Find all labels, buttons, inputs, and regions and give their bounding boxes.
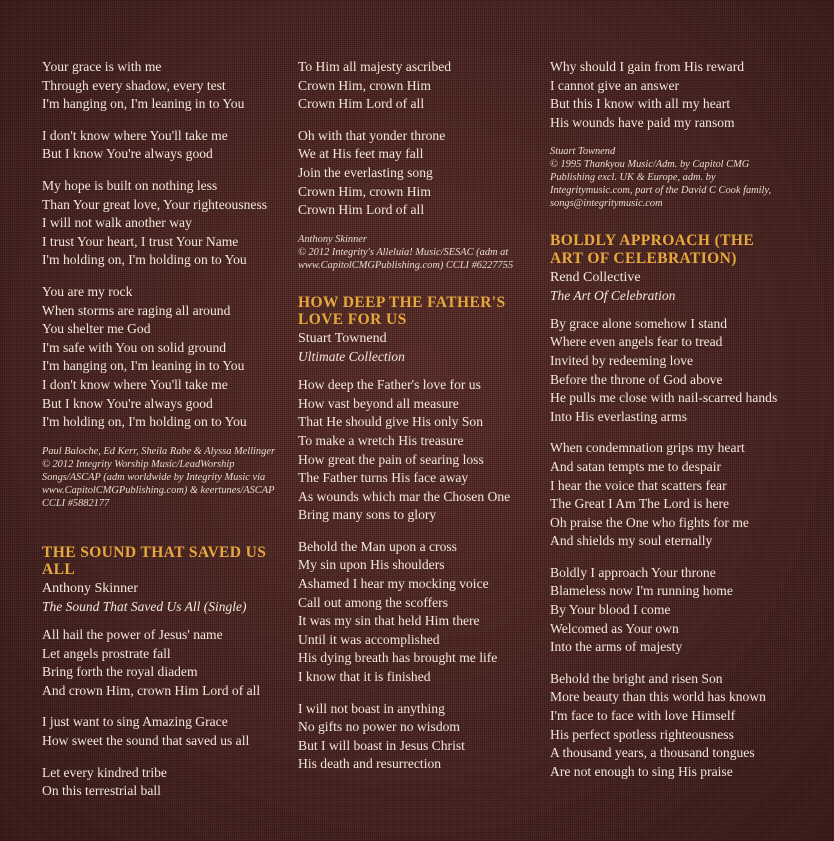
lyric-line: His wounds have paid my ransom xyxy=(550,114,735,130)
lyric-line: I know that it is finished xyxy=(298,669,431,685)
lyric-line: All hail the power of Jesus' name xyxy=(42,627,223,643)
spacer xyxy=(42,526,280,544)
lyric-line: When condemnation grips my heart xyxy=(550,440,745,456)
lyric-line: Join the everlasting song xyxy=(298,164,433,180)
lyric-line: Crown Him Lord of all xyxy=(298,96,425,112)
lyrics-column-1 xyxy=(42,58,292,814)
lyric-line: Where even angels fear to tread xyxy=(550,334,723,350)
lyric-line: Crown Him, crown Him xyxy=(298,183,431,199)
stanza xyxy=(550,315,780,427)
lyric-line: Before the throne of God above xyxy=(550,371,723,387)
lyric-line: Blameless now I'm running home xyxy=(550,583,733,599)
credits-author: Paul Baloche, Ed Kerr, Sheila Rabe & Alyssa Mellinger xyxy=(42,445,275,457)
credits-author: Anthony Skinner xyxy=(298,233,367,245)
lyric-line: But I know You're always good xyxy=(42,395,213,411)
lyric-line: Bring many sons to glory xyxy=(298,507,437,523)
lyric-line: I don't know where You'll take me xyxy=(42,127,228,143)
lyric-line: You shelter me God xyxy=(42,321,151,337)
stanza xyxy=(42,127,280,164)
credits-text: © 1995 Thankyou Music/Adm. by Capitol CMG Publishing excl. UK & Europe, adm. by Integritymusic.com, part of the David C Cook family, songs@integritymusic.com xyxy=(550,159,772,210)
lyric-line: That He should give His only Son xyxy=(298,414,484,430)
lyric-line: Behold the Man upon a cross xyxy=(298,538,457,554)
lyric-line: The Father turns His face away xyxy=(298,470,469,486)
stanza xyxy=(298,127,530,220)
lyric-line: But I will boast in Jesus Christ xyxy=(298,737,465,753)
lyric-line: But I know You're always good xyxy=(42,146,213,162)
lyric-line: I just want to sing Amazing Grace xyxy=(42,714,228,730)
song-title: THE SOUND THAT SAVED US ALL xyxy=(42,543,267,579)
stanza xyxy=(42,58,280,114)
lyric-line: His dying breath has brought me life xyxy=(298,650,498,666)
song-credits xyxy=(42,445,280,510)
lyric-line: We at His feet may fall xyxy=(298,146,424,162)
lyric-line: And crown Him, crown Him Lord of all xyxy=(42,682,261,698)
stanza xyxy=(550,439,780,551)
song-credits xyxy=(550,145,780,210)
lyric-line: And satan tempts me to despair xyxy=(550,458,722,474)
song-continuation-hold-on-to-you xyxy=(42,58,280,510)
lyric-line: Bring forth the royal diadem xyxy=(42,664,198,680)
lyric-line: No gifts no power no wisdom xyxy=(298,719,460,735)
lyric-line: Until it was accomplished xyxy=(298,631,440,647)
lyric-line: I'm holding on, I'm holding on to You xyxy=(42,252,247,268)
lyric-line: I will not walk another way xyxy=(42,215,192,231)
lyric-line: I trust Your heart, I trust Your Name xyxy=(42,233,239,249)
stanza xyxy=(298,376,530,525)
lyric-line: When storms are raging all around xyxy=(42,302,231,318)
lyric-line: As wounds which mar the Chosen One xyxy=(298,488,511,504)
stanza xyxy=(550,564,780,657)
lyric-line: Oh praise the One who fights for me xyxy=(550,514,749,530)
song-album: Ultimate Collection xyxy=(298,349,405,365)
lyric-line: I'm holding on, I'm holding on to You xyxy=(42,414,247,430)
song-how-deep-the-fathers-love-for-us xyxy=(298,294,530,774)
lyrics-columns xyxy=(42,58,794,811)
stanza xyxy=(298,538,530,687)
song-boldly-approach xyxy=(550,232,780,781)
lyric-line: I cannot give an answer xyxy=(550,77,680,93)
stanza xyxy=(550,670,780,782)
credits-text: © 2012 Integrity Worship Music/LeadWorship Songs/ASCAP (adm worldwide by Integrity Music via www.CapitolCMGPublishing.com) & keertunes/ASCAP CCLI #5882177 xyxy=(42,458,275,509)
song-continuation-crown-him xyxy=(298,58,530,272)
stanza xyxy=(42,283,280,432)
lyric-line: I'm face to face with love Himself xyxy=(550,708,736,724)
lyric-line: His perfect spotless righteousness xyxy=(550,726,734,742)
lyric-line: The Great I Am The Lord is here xyxy=(550,496,730,512)
lyric-line: Let every kindred tribe xyxy=(42,764,167,780)
lyric-line: Welcomed as Your own xyxy=(550,620,679,636)
song-the-sound-that-saved-us-all xyxy=(42,544,280,801)
lyrics-column-2 xyxy=(292,58,542,787)
lyric-line: And shields my soul eternally xyxy=(550,533,713,549)
lyric-line: Boldly I approach Your throne xyxy=(550,564,716,580)
lyric-line: It was my sin that held Him there xyxy=(298,613,480,629)
stanza xyxy=(550,58,780,132)
lyric-line: Than Your great love, Your righteousness xyxy=(42,196,268,212)
lyric-line: I don't know where You'll take me xyxy=(42,376,228,392)
lyric-line: Into His everlasting arms xyxy=(550,408,688,424)
lyric-line: How great the pain of searing loss xyxy=(298,451,484,467)
lyric-line: How vast beyond all measure xyxy=(298,395,459,411)
lyric-line: A thousand years, a thousand tongues xyxy=(550,745,755,761)
song-artist: Rend Collective xyxy=(550,270,641,286)
stanza xyxy=(42,764,280,801)
stanza xyxy=(298,700,530,774)
lyric-line: How deep the Father's love for us xyxy=(298,377,481,393)
lyric-line: I'm safe with You on solid ground xyxy=(42,339,227,355)
lyric-line: By grace alone somehow I stand xyxy=(550,315,728,331)
credits-text: © 2012 Integrity's Alleluia! Music/SESAC (adm at www.CapitolCMGPublishing.com) CCLI #6227755 xyxy=(298,246,514,271)
stanza xyxy=(42,713,280,750)
lyric-line: Are not enough to sing His praise xyxy=(550,763,733,779)
song-artist: Stuart Townend xyxy=(298,331,387,347)
lyric-line: More beauty than this world has known xyxy=(550,689,766,705)
song-album: The Art Of Celebration xyxy=(550,287,676,303)
lyric-line: Through every shadow, every test xyxy=(42,77,226,93)
lyric-line: To Him all majesty ascribed xyxy=(298,59,452,74)
lyric-line: Your grace is with me xyxy=(42,59,162,74)
lyric-line: He pulls me close with nail-scarred hands xyxy=(550,390,778,406)
lyric-line: Call out among the scoffers xyxy=(298,594,449,610)
lyric-line: How sweet the sound that saved us all xyxy=(42,733,250,749)
lyric-line: But this I know with all my heart xyxy=(550,96,731,112)
song-title: BOLDLY APPROACH (THE ART OF CELEBRATION) xyxy=(550,232,755,267)
lyric-line: Invited by redeeming love xyxy=(550,352,694,368)
lyric-line: Behold the bright and risen Son xyxy=(550,670,723,686)
lyric-line: To make a wretch His treasure xyxy=(298,432,464,448)
lyric-line: Crown Him Lord of all xyxy=(298,202,425,218)
lyric-line: Oh with that yonder throne xyxy=(298,127,446,143)
song-artist: Anthony Skinner xyxy=(42,581,139,597)
song-credits xyxy=(298,233,530,272)
lyric-line: Crown Him, crown Him xyxy=(298,77,431,93)
lyric-line: Let angels prostrate fall xyxy=(42,645,171,661)
stanza xyxy=(42,177,280,270)
song-continuation-his-wounds xyxy=(550,58,780,210)
lyric-line: I'm hanging on, I'm leaning in to You xyxy=(42,358,245,374)
lyric-line: Ashamed I hear my mocking voice xyxy=(298,576,489,592)
lyric-line: I will not boast in anything xyxy=(298,700,445,716)
lyric-line: On this terrestrial ball xyxy=(42,783,161,799)
lyric-line: I hear the voice that scatters fear xyxy=(550,477,727,493)
lyric-line: My sin upon His shoulders xyxy=(298,557,445,573)
song-album: The Sound That Saved Us All (Single) xyxy=(42,599,247,615)
lyric-line: His death and resurrection xyxy=(298,756,442,772)
stanza xyxy=(298,58,530,114)
lyric-line: By Your blood I come xyxy=(550,602,671,618)
lyric-line: You are my rock xyxy=(42,283,133,299)
lyric-line: My hope is built on nothing less xyxy=(42,177,218,193)
lyrics-column-3 xyxy=(542,58,792,794)
lyric-line: Into the arms of majesty xyxy=(550,639,683,655)
lyric-line: Why should I gain from His reward xyxy=(550,59,745,74)
song-title: HOW DEEP THE FATHER'S LOVE FOR US xyxy=(298,293,506,329)
stanza xyxy=(42,626,280,700)
lyric-line: I'm hanging on, I'm leaning in to You xyxy=(42,96,245,112)
credits-author: Stuart Townend xyxy=(550,146,616,158)
